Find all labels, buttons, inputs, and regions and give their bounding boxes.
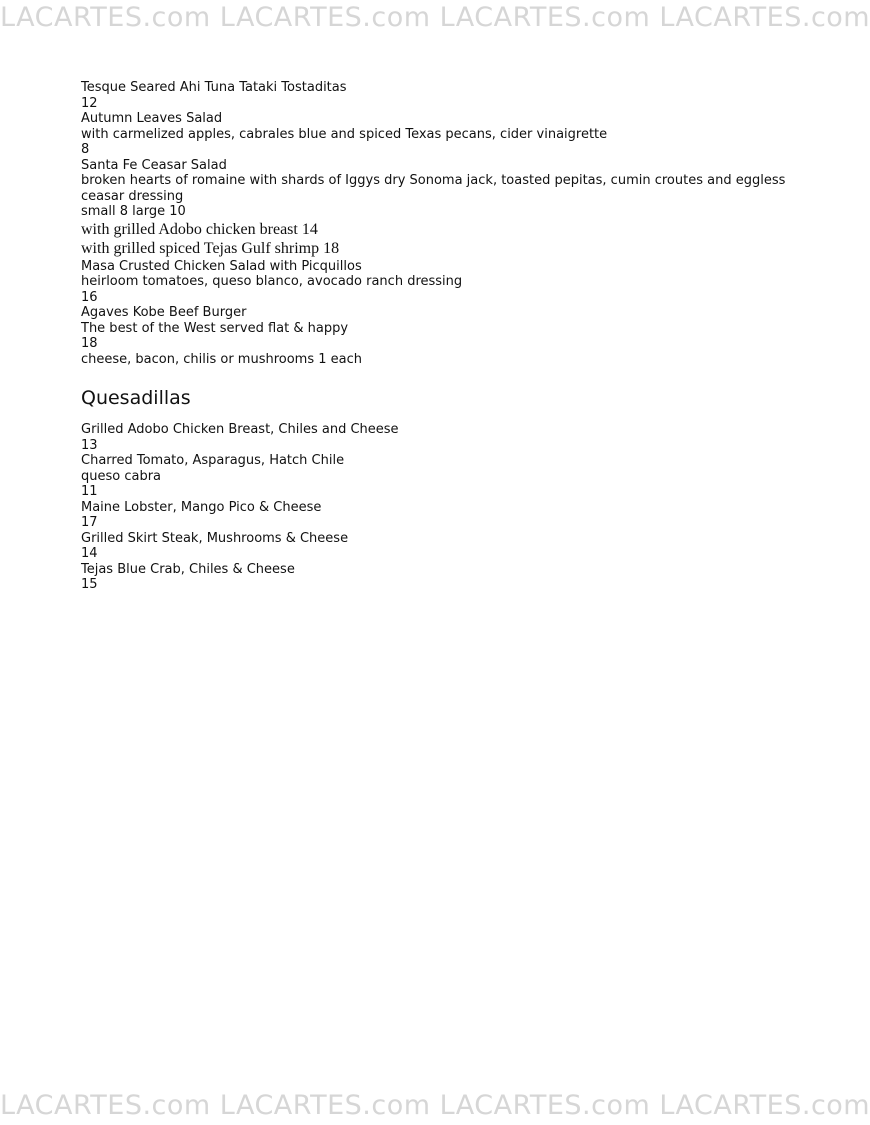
menu-item-price: 8 <box>81 142 90 157</box>
menu-item-name: Tejas Blue Crab, Chiles & Cheese <box>81 561 295 577</box>
menu-item-price: 14 <box>81 546 98 561</box>
section-heading-quesadillas: Quesadillas <box>81 387 191 409</box>
menu-item-price: 13 <box>81 437 98 453</box>
menu-item-description: with carmelized apples, cabrales blue and spiced Texas pecans, cider vinaigrette <box>81 126 608 142</box>
menu-item-addon: with grilled Adobo chicken breast 14 <box>81 220 318 238</box>
menu-item-name: Grilled Skirt Steak, Mushrooms & Cheese <box>81 530 349 546</box>
watermark-top: LACARTES.com LACARTES.com LACARTES.com LACARTES.com <box>0 2 870 33</box>
menu-item-price: 12 <box>81 95 98 111</box>
menu-item-name: Santa Fe Ceasar Salad <box>81 157 227 173</box>
menu-item-name: Masa Crusted Chicken Salad with Picquillos <box>81 258 362 274</box>
menu-item-price: small 8 large 10 <box>81 204 186 219</box>
menu-item-name: Maine Lobster, Mango Pico & Cheese <box>81 499 322 515</box>
menu-item-description: broken hearts of romaine with shards of Iggys dry Sonoma jack, toasted pepitas, cumin croutes and eggless ceasar dressing <box>81 173 786 204</box>
menu-item-name: Tesque Seared Ahi Tuna Tataki Tostaditas <box>81 80 347 95</box>
menu-item-price: 16 <box>81 289 98 305</box>
menu-item-addon: cheese, bacon, chilis or mushrooms 1 each <box>81 351 363 367</box>
menu-item-name: Grilled Adobo Chicken Breast, Chiles and Cheese <box>81 422 399 437</box>
menu-item-description: queso cabra <box>81 468 162 484</box>
menu-item-price: 11 <box>81 484 98 499</box>
menu-item-addon: with grilled spiced Tejas Gulf shrimp 18 <box>81 240 340 257</box>
menu-item-price: 18 <box>81 336 98 351</box>
menu-item-description: heirloom tomatoes, queso blanco, avocado ranch dressing <box>81 274 463 289</box>
menu-item-name: Charred Tomato, Asparagus, Hatch Chile <box>81 453 345 468</box>
menu-item-name: Autumn Leaves Salad <box>81 111 223 126</box>
menu-item-price: 17 <box>81 515 98 530</box>
menu-item-price: 15 <box>81 577 98 592</box>
menu-content <box>81 80 801 593</box>
watermark-bottom: LACARTES.com LACARTES.com LACARTES.com LACARTES.com <box>0 1090 870 1121</box>
menu-item-description: The best of the West served flat & happy <box>81 320 349 336</box>
menu-item-name: Agaves Kobe Beef Burger <box>81 305 247 320</box>
